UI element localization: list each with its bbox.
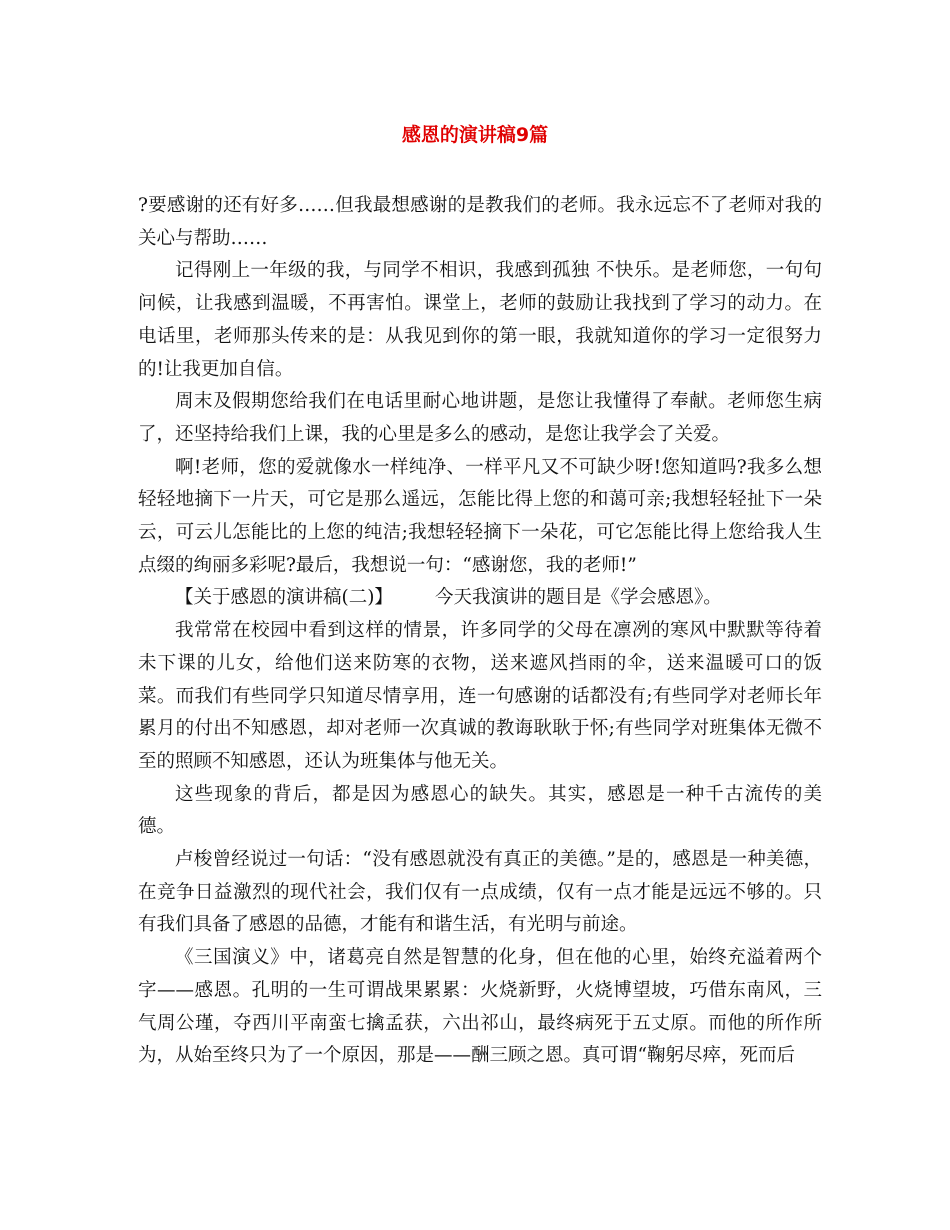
paragraph-3: 周末及假期您给我们在电话里耐心地讲题，是您让我懂得了奉献。老师您生病了，还坚持给我们上课，我的心里是多么的感动，是您让我学会了关爱。 [138, 391, 822, 445]
section-intro: 今天我演讲的题目是《学会感恩》。 [434, 587, 722, 609]
section-heading-paragraph [138, 582, 822, 615]
paragraph-2: 记得刚上一年级的我，与同学不相识，我感到孤独 不快乐。是老师您，一句句问候，让我感到温暖，不再害怕。课堂上，老师的鼓励让我找到了学习的动力。在电话里，老师那头传来的是：从我见到你的第一眼，我就知道你的学习一定很努力的!让我更加自信。 [138, 260, 822, 380]
paragraph-4: 啊!老师，您的爱就像水一样纯净、一样平凡又不可缺少呀!您知道吗?我多么想轻轻地摘下一片天，可它是那么遥远，怎能比得上您的和蔼可亲;我想轻轻扯下一朵云，可云儿怎能比的上您的纯洁;我想轻轻摘下一朵花，可它怎能比得上您给我人生点缀的绚丽多彩呢?最后，我想说一句：“感谢您，我的老师!” [138, 456, 822, 576]
document-body [138, 190, 822, 1073]
paragraph-1: ?要感谢的还有好多……但我最想感谢的是教我们的老师。我永远忘不了老师对我的关心与帮助…… [138, 195, 822, 249]
paragraph-7: 这些现象的背后，都是因为感恩心的缺失。其实，感恩是一种千古流传的美德。 [138, 783, 822, 838]
section-heading: 【关于感恩的演讲稿(二)】 [175, 587, 393, 609]
document-title: 感恩的演讲稿9篇 [401, 124, 549, 146]
paragraph-6: 我常常在校园中看到这样的情景，许多同学的父母在凛冽的寒风中默默等待着未下课的儿女，给他们送来防寒的衣物，送来遮风挡雨的伞，送来温暖可口的饭菜。而我们有些同学只知道尽情享用，连一句感谢的话都没有;有些同学对老师长年累月的付出不知感恩，却对老师一次真诚的教诲耿耿于怀;有些同学对班集体无微不至的照顾不知感恩，还认为班集体与他无关。 [138, 620, 822, 772]
paragraph-8: 卢梭曾经说过一句话：“没有感恩就没有真正的美德。”是的，感恩是一种美德，在竞争日益激烈的现代社会，我们仅有一点成绩，仅有一点才能是远远不够的。只有我们具备了感恩的品德，才能有和谐生活，有光明与前途。 [138, 849, 822, 936]
paragraph-9: 《三国演义》中，诸葛亮自然是智慧的化身，但在他的心里，始终充溢着两个字——感恩。孔明的一生可谓战果累累：火烧新野，火烧博望坡，巧借东南风，三气周公瑾，夺西川平南蛮七擒孟获，六出祁山，最终病死于五丈原。而他的所作所为，从始至终只为了一个原因，那是——酬三顾之恩。真可谓“鞠躬尽瘁，死而后 [138, 947, 822, 1067]
